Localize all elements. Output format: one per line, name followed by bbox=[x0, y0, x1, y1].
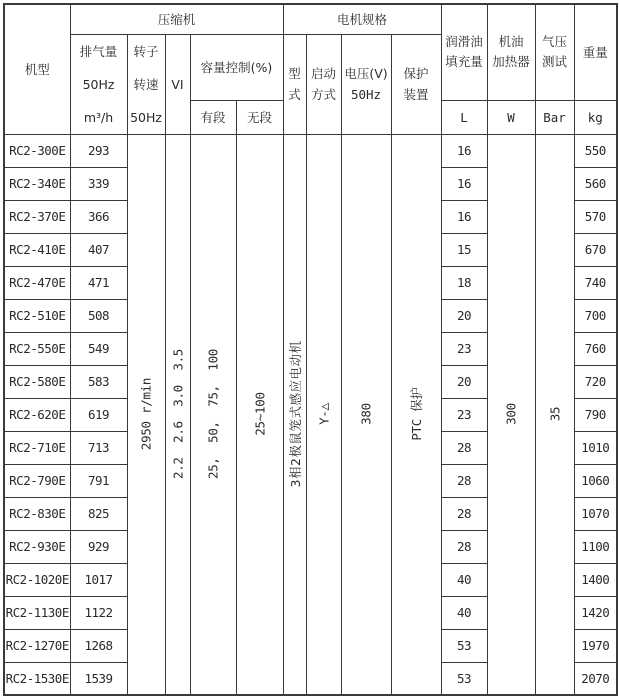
header-type-line1: 型 bbox=[288, 66, 301, 81]
displacement-cell: 825 bbox=[70, 497, 127, 530]
pressure-test-cell-text: 35 bbox=[547, 407, 563, 422]
displacement-cell: 583 bbox=[70, 365, 127, 398]
stepless-control-cell-text: 25~100 bbox=[252, 392, 267, 436]
header-rotor-speed-line3: 50Hz bbox=[130, 109, 162, 125]
weight-cell: 740 bbox=[574, 266, 617, 299]
model-cell: RC2-1270E bbox=[4, 629, 70, 662]
oil-charge-cell: 28 bbox=[441, 497, 487, 530]
vi-values-cell-text: 2.2 2.6 3.0 3.5 bbox=[170, 349, 185, 480]
oil-charge-cell: 28 bbox=[441, 530, 487, 563]
oil-charge-cell: 16 bbox=[441, 134, 487, 167]
header-pressure-test-line1: 气压 bbox=[542, 34, 568, 50]
weight-cell: 720 bbox=[574, 365, 617, 398]
displacement-cell: 1268 bbox=[70, 629, 127, 662]
rotor-speed-cell bbox=[127, 134, 165, 695]
weight-cell: 1100 bbox=[574, 530, 617, 563]
displacement-cell: 713 bbox=[70, 431, 127, 464]
header-unit-oil: L bbox=[441, 100, 487, 134]
header-oil-charge-line1: 润滑油 bbox=[445, 34, 483, 50]
start-method-cell-text: Y-△ bbox=[316, 403, 331, 426]
weight-cell: 1070 bbox=[574, 497, 617, 530]
header-motor-group: 电机规格 bbox=[283, 4, 441, 34]
vi-values-cell bbox=[165, 134, 190, 695]
header-oil-heater-line2: 加热器 bbox=[492, 54, 530, 70]
weight-cell: 670 bbox=[574, 233, 617, 266]
oil-charge-cell: 40 bbox=[441, 563, 487, 596]
header-displacement-line1: 排气量 bbox=[79, 43, 118, 59]
displacement-cell: 1122 bbox=[70, 596, 127, 629]
displacement-cell: 549 bbox=[70, 332, 127, 365]
model-cell: RC2-370E bbox=[4, 200, 70, 233]
header-voltage bbox=[341, 34, 391, 134]
header-stepless: 无段 bbox=[236, 100, 283, 134]
header-protection-line2: 装置 bbox=[403, 87, 429, 102]
model-cell: RC2-710E bbox=[4, 431, 70, 464]
header-protection bbox=[391, 34, 441, 134]
header-start-method bbox=[306, 34, 341, 134]
oil-charge-cell: 53 bbox=[441, 629, 487, 662]
model-cell: RC2-620E bbox=[4, 398, 70, 431]
oil-heater-cell bbox=[487, 134, 535, 695]
displacement-cell: 508 bbox=[70, 299, 127, 332]
protection-cell bbox=[391, 134, 441, 695]
displacement-cell: 791 bbox=[70, 464, 127, 497]
model-cell: RC2-790E bbox=[4, 464, 70, 497]
displacement-cell: 1017 bbox=[70, 563, 127, 596]
oil-charge-cell: 20 bbox=[441, 365, 487, 398]
header-type bbox=[283, 34, 306, 134]
weight-cell: 760 bbox=[574, 332, 617, 365]
oil-charge-cell: 16 bbox=[441, 167, 487, 200]
header-oil-charge-line2: 填充量 bbox=[445, 54, 483, 70]
model-cell: RC2-410E bbox=[4, 233, 70, 266]
table-body bbox=[4, 134, 617, 695]
motor-type-cell-text: 3相2极鼠笼式感应电动机 bbox=[287, 340, 303, 488]
header-model: 机型 bbox=[4, 4, 70, 134]
pressure-test-cell bbox=[535, 134, 574, 695]
table-row bbox=[4, 134, 617, 167]
model-cell: RC2-510E bbox=[4, 299, 70, 332]
displacement-cell: 293 bbox=[70, 134, 127, 167]
header-vi: VI bbox=[165, 34, 190, 134]
displacement-cell: 1539 bbox=[70, 662, 127, 695]
model-cell: RC2-340E bbox=[4, 167, 70, 200]
model-cell: RC2-930E bbox=[4, 530, 70, 563]
weight-cell: 1420 bbox=[574, 596, 617, 629]
header-pressure-test-line2: 测试 bbox=[542, 54, 568, 70]
weight-cell: 1060 bbox=[574, 464, 617, 497]
oil-charge-cell: 23 bbox=[441, 398, 487, 431]
header-compressor-group: 压缩机 bbox=[70, 4, 283, 34]
displacement-cell: 407 bbox=[70, 233, 127, 266]
header-displacement bbox=[70, 34, 127, 134]
header-oil-heater-line1: 机油 bbox=[498, 34, 524, 50]
model-cell: RC2-1130E bbox=[4, 596, 70, 629]
voltage-cell bbox=[341, 134, 391, 695]
header-type-line2: 式 bbox=[288, 87, 301, 102]
oil-charge-cell: 15 bbox=[441, 233, 487, 266]
model-cell: RC2-830E bbox=[4, 497, 70, 530]
weight-cell: 1400 bbox=[574, 563, 617, 596]
header-capacity-control: 容量控制(%) bbox=[190, 34, 283, 100]
displacement-cell: 471 bbox=[70, 266, 127, 299]
motor-type-cell bbox=[283, 134, 306, 695]
stepped-control-cell bbox=[190, 134, 236, 695]
header-pressure-test bbox=[535, 4, 574, 100]
model-cell: RC2-1020E bbox=[4, 563, 70, 596]
header-unit-pressure: Bar bbox=[535, 100, 574, 134]
oil-charge-cell: 28 bbox=[441, 464, 487, 497]
oil-charge-cell: 20 bbox=[441, 299, 487, 332]
voltage-cell-text: 380 bbox=[358, 403, 374, 426]
weight-cell: 570 bbox=[574, 200, 617, 233]
table-header bbox=[4, 4, 617, 134]
oil-charge-cell: 40 bbox=[441, 596, 487, 629]
header-rotor-speed-line2: 转速 bbox=[133, 76, 159, 92]
oil-charge-cell: 53 bbox=[441, 662, 487, 695]
oil-charge-cell: 28 bbox=[441, 431, 487, 464]
header-displacement-line3: m³/h bbox=[83, 109, 114, 125]
header-start-method-line2: 方式 bbox=[310, 87, 336, 102]
header-protection-line1: 保护 bbox=[403, 66, 429, 81]
header-voltage-line2: 50Hz bbox=[350, 87, 382, 102]
displacement-cell: 339 bbox=[70, 167, 127, 200]
rotor-speed-cell-text: 2950 r/min bbox=[138, 378, 154, 451]
stepped-control-cell-text: 25, 50, 75, 100 bbox=[205, 349, 221, 480]
oil-heater-cell-text: 300 bbox=[503, 403, 519, 426]
model-cell: RC2-470E bbox=[4, 266, 70, 299]
header-unit-heater: W bbox=[487, 100, 535, 134]
oil-charge-cell: 23 bbox=[441, 332, 487, 365]
header-rotor-speed-line1: 转子 bbox=[133, 43, 159, 59]
compressor-spec-table bbox=[3, 3, 618, 696]
header-weight: 重量 bbox=[574, 4, 617, 100]
weight-cell: 1010 bbox=[574, 431, 617, 464]
start-method-cell bbox=[306, 134, 341, 695]
header-unit-weight: kg bbox=[574, 100, 617, 134]
model-cell: RC2-550E bbox=[4, 332, 70, 365]
header-stepped: 有段 bbox=[190, 100, 236, 134]
weight-cell: 550 bbox=[574, 134, 617, 167]
protection-cell-text: PTC 保护 bbox=[409, 387, 424, 441]
header-start-method-line1: 启动 bbox=[310, 66, 336, 81]
model-cell: RC2-300E bbox=[4, 134, 70, 167]
header-rotor-speed bbox=[127, 34, 165, 134]
model-cell: RC2-580E bbox=[4, 365, 70, 398]
weight-cell: 2070 bbox=[574, 662, 617, 695]
model-cell: RC2-1530E bbox=[4, 662, 70, 695]
weight-cell: 790 bbox=[574, 398, 617, 431]
oil-charge-cell: 16 bbox=[441, 200, 487, 233]
oil-charge-cell: 18 bbox=[441, 266, 487, 299]
weight-cell: 1970 bbox=[574, 629, 617, 662]
weight-cell: 560 bbox=[574, 167, 617, 200]
displacement-cell: 366 bbox=[70, 200, 127, 233]
stepless-control-cell bbox=[236, 134, 283, 695]
weight-cell: 700 bbox=[574, 299, 617, 332]
header-voltage-line1: 电压(V) bbox=[344, 66, 388, 81]
header-displacement-line2: 50Hz bbox=[82, 76, 115, 92]
displacement-cell: 929 bbox=[70, 530, 127, 563]
displacement-cell: 619 bbox=[70, 398, 127, 431]
header-oil-charge bbox=[441, 4, 487, 100]
header-oil-heater bbox=[487, 4, 535, 100]
